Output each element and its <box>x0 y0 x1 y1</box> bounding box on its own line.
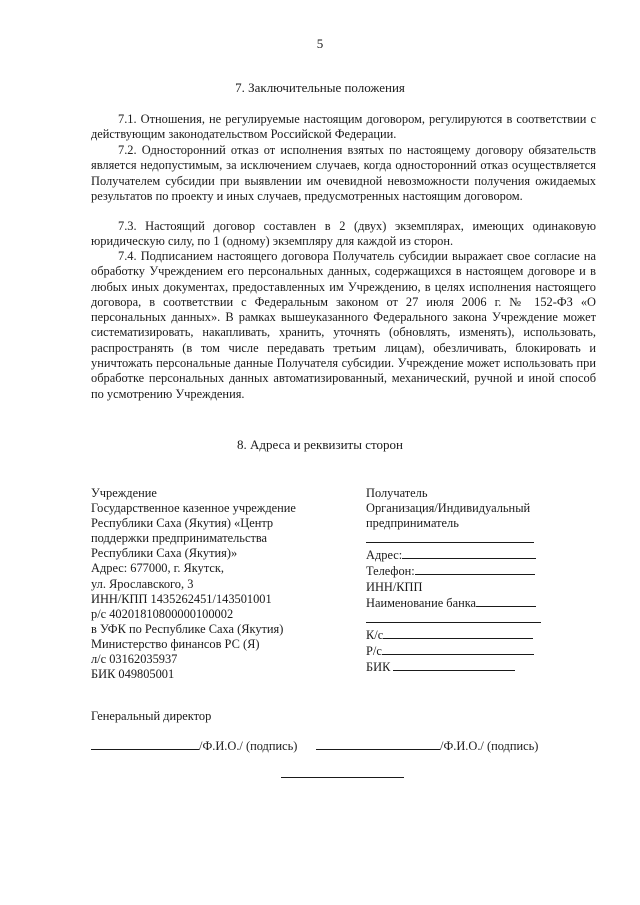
blank-line <box>402 547 536 559</box>
recipient-rs-field: Р/с <box>366 643 596 659</box>
institution-line: Учреждение <box>91 486 157 500</box>
signature-line <box>91 738 199 750</box>
institution-line: Республики Саха (Якутия) «Центр <box>91 516 274 531</box>
institution-line: БИК 049805001 <box>91 667 175 682</box>
institution-line: р/с 40201810800000100002 <box>91 606 234 621</box>
institution-line: л/с 03162035937 <box>91 652 178 667</box>
blank-line <box>476 595 536 607</box>
recipient-title: Получатель <box>366 486 428 500</box>
recipient-address-field: Адрес: <box>366 547 596 563</box>
recipient-bik-field: БИК <box>366 659 596 675</box>
institution-line: Государственное казенное учреждение <box>91 501 296 516</box>
institution-line: поддержки предпринимательства <box>91 531 268 546</box>
recipient-org-line: предприниматель <box>366 516 459 531</box>
paragraph-7-2: 7.2. Односторонний отказ от исполнения взятых по настоящему договору обязательств является недопустимым, за исключением случаев, когда односторонний отказ осуществляется Получателем субсидии при выявлении им очевидной невозможности получения ожидаемых результатов по проекту и иных случаев, предусмотренных настоящим договором. <box>91 143 596 203</box>
institution-details <box>91 486 341 682</box>
blank-line <box>366 531 534 543</box>
paragraph-7-4: 7.4. Подписанием настоящего договора Получатель субсидии выражает свое согласие на обработку Учреждением его персональных данных, содержащихся в настоящем договоре и в любых иных документах, предоставленных им Учреждению, в целях исполнения настоящего договора, в соответствии с Федеральным законом от 27 июля 2006 г. № 152-ФЗ «О персональных данных». В рамках вышеуказанного Федерального закона Учреждение может систематизировать, накапливать, хранить, уточнять (обновлять, изменять), использовать, распространять (в том числе передавать третьим лицам), обезличивать, блокировать и уничтожать персональные данные Получателя субсидии. Учреждение может использовать при обработке персональных данных автоматизированный, механический, ручной и иной способ по усмотрению Учреждения. <box>91 249 596 401</box>
recipient-bank-field: Наименование банка <box>366 595 596 611</box>
recipient-org-line: Организация/Индивидуальный <box>366 501 531 516</box>
recipient-bank-blank <box>366 611 596 627</box>
recipient-details <box>366 486 596 675</box>
institution-line: Республики Саха (Якутия)» <box>91 546 238 561</box>
recipient-inn-field: ИНН/КПП <box>366 580 596 595</box>
blank-line <box>415 563 535 575</box>
paragraph-7-1: 7.1. Отношения, не регулируемые настоящим договором, регулируются в соответствии с действующим законодательством Российской Федерации. <box>91 112 596 142</box>
page-number: 5 <box>316 36 324 51</box>
blank-line <box>366 611 541 623</box>
blank-line <box>422 580 534 591</box>
signature-right: /Ф.И.О./ (подпись) <box>316 738 538 754</box>
blank-line <box>383 627 533 639</box>
institution-line: в УФК по Республике Саха (Якутия) <box>91 621 284 636</box>
institution-line: ИНН/КПП 1435262451/143501001 <box>91 591 272 606</box>
institution-line: Министерство финансов РС (Я) <box>91 636 260 651</box>
blank-line <box>382 643 534 655</box>
recipient-ks-field: К/с <box>366 627 596 643</box>
section-7-title: 7. Заключительные положения <box>235 80 405 95</box>
section-8-title: 8. Адреса и реквизиты сторон <box>237 437 403 452</box>
institution-line: Адрес: 677000, г. Якутск, <box>91 561 225 576</box>
blank-line <box>393 659 515 671</box>
paragraph-7-3: 7.3. Настоящий договор составлен в 2 (двух) экземплярах, имеющих одинаковую юридическую силу, по 1 (одному) экземпляру для каждой из сторон. <box>91 219 596 249</box>
signature-title: Генеральный директор <box>91 709 212 723</box>
signature-left: /Ф.И.О./ (подпись) <box>91 738 297 754</box>
institution-line: ул. Ярославского, 3 <box>91 576 194 591</box>
bottom-signature-line <box>281 776 404 778</box>
recipient-name-field <box>366 531 596 547</box>
signature-line <box>316 738 440 750</box>
recipient-phone-field: Телефон: <box>366 563 596 579</box>
